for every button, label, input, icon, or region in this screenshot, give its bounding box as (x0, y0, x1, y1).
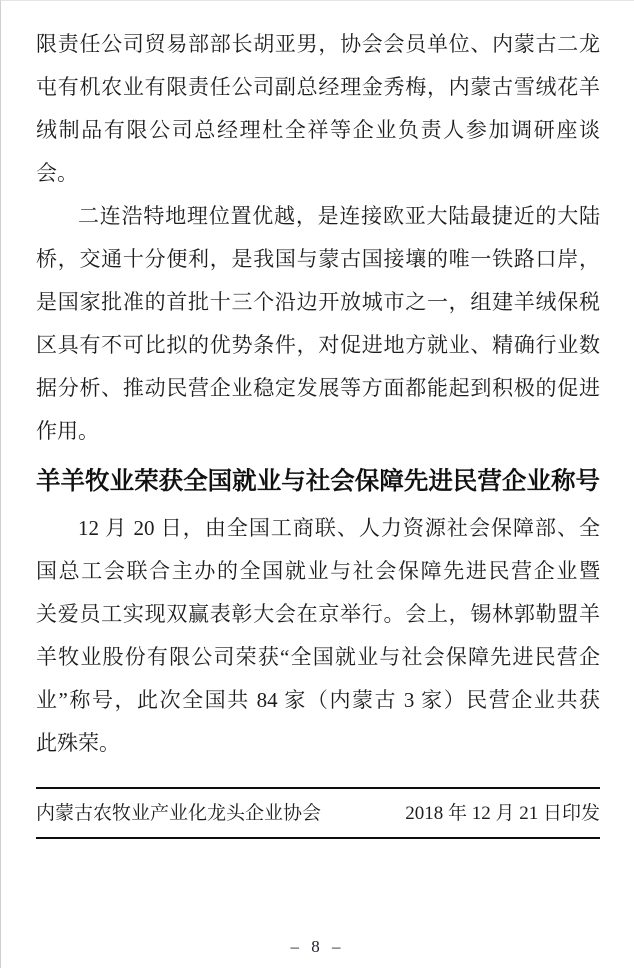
paragraph-erenhot (36, 195, 600, 453)
body-line: 羊牧业股份有限公司荣获“全国就业与社会保障先进民营企 (36, 645, 600, 669)
paragraph-continuation (36, 23, 600, 195)
paragraph-award (36, 507, 600, 765)
body-line: 12 月 20 日，由全国工商联、人力资源社会保障部、全 (78, 516, 600, 540)
body-line: 此殊荣。 (36, 731, 120, 755)
body-line: 区具有不可比拟的优势条件，对促进地方就业、精确行业数 (36, 333, 600, 357)
body-line: 绒制品有限公司总经理杜全祥等企业负责人参加调研座谈 (36, 118, 600, 142)
colophon-rule-bottom (36, 837, 600, 839)
body-line: 桥，交通十分便利，是我国与蒙古国接壤的唯一铁路口岸， (36, 247, 600, 271)
body-line: 是国家批准的首批十三个沿边开放城市之一，组建羊绒保税 (36, 290, 600, 314)
body-line: 作用。 (36, 419, 99, 443)
body-line: 限责任公司贸易部部长胡亚男，协会会员单位、内蒙古二龙 (36, 32, 600, 56)
colophon (36, 787, 600, 839)
body-line: 会。 (36, 161, 78, 185)
body-line: 屯有机农业有限责任公司副总经理金秀梅，内蒙古雪绒花羊 (36, 75, 600, 99)
body-line: 国总工会联合主办的全国就业与社会保障先进民营企业暨 (36, 559, 600, 583)
body-line: 业”称号，此次全国共 84 家（内蒙古 3 家）民营企业共获 (36, 688, 600, 712)
body-line: 据分析、推动民营企业稳定发展等方面都能起到积极的促进 (36, 376, 600, 400)
body-line: 关爱员工实现双赢表彰大会在京举行。会上，锡林郭勒盟羊 (36, 602, 600, 626)
colophon-print-date: 2018 年 12 月 21 日印发 (405, 803, 600, 824)
section-heading: 羊羊牧业荣获全国就业与社会保障先进民营企业称号 (36, 468, 600, 495)
colophon-issuer: 内蒙古农牧业产业化龙头企业协会 (36, 803, 322, 824)
body-line: 二连浩特地理位置优越，是连接欧亚大陆最捷近的大陆 (78, 204, 600, 228)
page-number: – 8 – (290, 937, 345, 956)
